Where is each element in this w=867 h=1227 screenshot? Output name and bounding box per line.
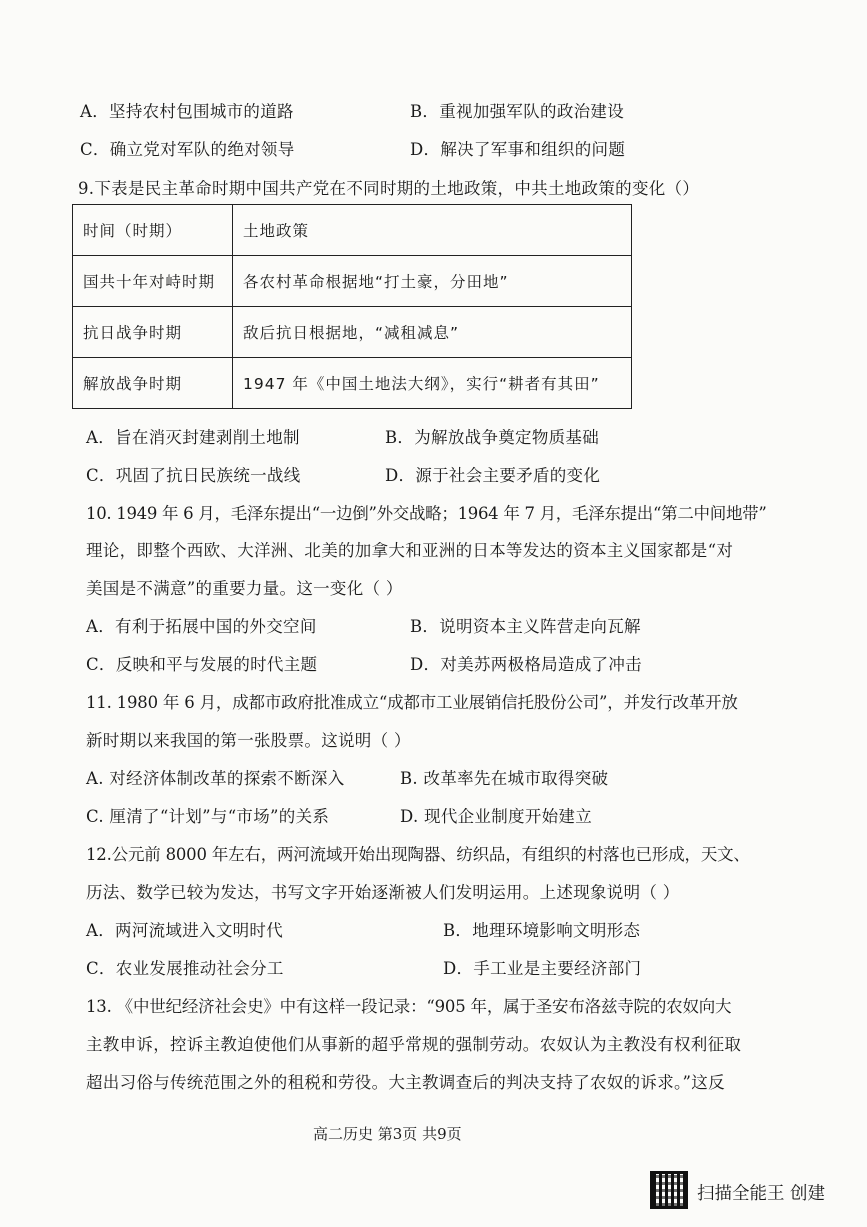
table-row bbox=[73, 358, 632, 409]
table-row bbox=[73, 307, 632, 358]
q11-option-d: D. 现代企业制度开始建立 bbox=[400, 807, 593, 826]
q13-line-2: 主教申诉，控诉主教迫使他们从事新的超乎常规的强制劳动。农奴认为主教没有权利征取 bbox=[86, 1035, 742, 1054]
q8-option-b: B．重视加强军队的政治建设 bbox=[410, 102, 625, 121]
q12-line-2: 历法、数学已较为发达，书写文字开始逐渐被人们发明运用。上述现象说明（ ） bbox=[86, 883, 680, 902]
table-row bbox=[73, 256, 632, 307]
q10-line-2: 理论，即整个西欧、大洋洲、北美的加拿大和亚洲的日本等发达的资本主义国家都是“对 bbox=[86, 541, 734, 560]
q8-option-c: C．确立党对军队的绝对领导 bbox=[80, 140, 295, 159]
q11-line-2: 新时期以来我国的第一张股票。这说明（ ） bbox=[86, 731, 411, 750]
q13-line-1: 13. 《中世纪经济社会史》中有这样一段记录：“905 年，属于圣安布洛兹寺院的农奴向大 bbox=[86, 997, 732, 1016]
q9-stem: 9.下表是民主革命时期中国共产党在不同时期的土地政策，中共土地政策的变化（） bbox=[78, 179, 700, 198]
q8-option-a: A．坚持农村包围城市的道路 bbox=[80, 102, 294, 121]
q11-option-b: B. 改革率先在城市取得突破 bbox=[400, 769, 609, 788]
q11-option-a: A. 对经济体制改革的探索不断深入 bbox=[86, 769, 345, 788]
qr-code-icon bbox=[650, 1171, 688, 1209]
q9-option-c: C．巩固了抗日民族统一战线 bbox=[86, 466, 301, 485]
q11-option-c: C. 厘清了“计划”与“市场”的关系 bbox=[86, 807, 330, 826]
table-cell: 解放战争时期 bbox=[73, 358, 233, 409]
q9-option-a: A．旨在消灭封建剥削土地制 bbox=[86, 428, 300, 447]
q12-option-a: A．两河流域进入文明时代 bbox=[86, 921, 284, 940]
land-policy-table bbox=[72, 204, 632, 409]
q12-option-b: B．地理环境影响文明形态 bbox=[443, 921, 641, 940]
q10-option-b: B．说明资本主义阵营走向瓦解 bbox=[410, 617, 641, 636]
scanner-watermark: 扫描全能王 创建 bbox=[697, 1184, 826, 1204]
page-footer: 高二历史 第3页 共9页 bbox=[313, 1125, 462, 1143]
table-header-cell: 时间（时期） bbox=[73, 205, 233, 256]
q13-line-3: 超出习俗与传统范围之外的租税和劳役。大主教调查后的判决支持了农奴的诉求。”这反 bbox=[86, 1073, 725, 1092]
q10-line-1: 10. 1949 年 6 月，毛泽东提出“一边倒”外交战略；1964 年 7 月，毛泽东提出“第二中间地带” bbox=[86, 504, 767, 523]
q10-line-3: 美国是不满意”的重要力量。这一变化（ ） bbox=[86, 579, 403, 598]
q12-option-d: D．手工业是主要经济部门 bbox=[443, 959, 642, 978]
table-cell: 抗日战争时期 bbox=[73, 307, 233, 358]
q11-line-1: 11. 1980 年 6 月，成都市政府批准成立“成都市工业展销信托股份公司”，并发行改革开放 bbox=[86, 693, 738, 712]
table-cell: 1947 年《中国土地法大纲》，实行“耕者有其田” bbox=[233, 358, 632, 409]
table-header-row bbox=[73, 205, 632, 256]
table-header-cell: 土地政策 bbox=[233, 205, 632, 256]
q10-option-a: A．有利于拓展中国的外交空间 bbox=[86, 617, 317, 636]
q8-option-d: D．解决了军事和组织的问题 bbox=[410, 140, 626, 159]
q10-option-d: D．对美苏两极格局造成了冲击 bbox=[410, 655, 642, 674]
q9-option-d: D．源于社会主要矛盾的变化 bbox=[385, 466, 601, 485]
q10-option-c: C．反映和平与发展的时代主题 bbox=[86, 655, 318, 674]
q12-option-c: C．农业发展推动社会分工 bbox=[86, 959, 284, 978]
q9-option-b: B．为解放战争奠定物质基础 bbox=[385, 428, 600, 447]
table-cell: 国共十年对峙时期 bbox=[73, 256, 233, 307]
table-cell: 各农村革命根据地“打土豪，分田地” bbox=[233, 256, 632, 307]
q12-line-1: 12.公元前 8000 年左右，两河流域开始出现陶器、纺织品，有组织的村落也已形成，天文、 bbox=[86, 845, 750, 864]
table-cell: 敌后抗日根据地，“减租减息” bbox=[233, 307, 632, 358]
